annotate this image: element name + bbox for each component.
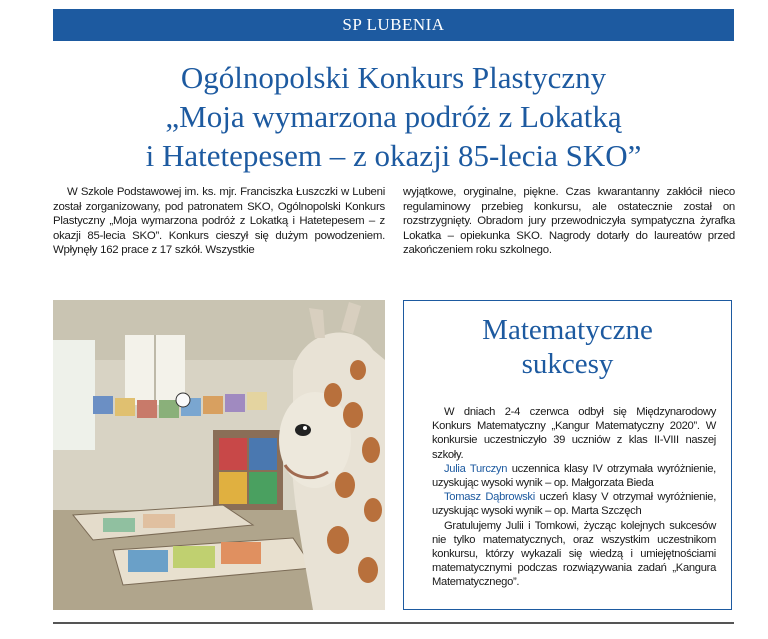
- math-success-box: [403, 300, 732, 610]
- article-column-left: W Szkole Podstawowej im. ks. mjr. Franciszka Łuszczki w Lubeni został zorganizowany, pod patronatem SKO, Ogólnopolski Konkurs Plastyczny „Moja wymarzona podróż z Lokatką i Hatetepesem – z okazji 85-lecia SKO”. Konkurs cieszył się dużym powodzeniem. Wpłynęły 162 prace z 17 szkół. Wszystkie: [53, 186, 385, 257]
- box-paragraph-3-text: uczeń klasy V otrzymał wyróżnienie, uzyskując wysoki wynik – op. Marta Szczęch: [432, 491, 717, 518]
- classroom-photo: [53, 300, 385, 610]
- article-column-right: wyjątkowe, oryginalne, piękne. Czas kwarantanny zakłócił nieco regulaminowy przebieg konkursu, ale ostatecznie został on rozstrzygnięty. Obradom jury przewodniczyła sympatyczna żyrafka Lokatka – opiekunka SKO. Nagrody dotarły do laureatów przed zakończeniem roku szkolnego.: [403, 186, 735, 257]
- box-title-line-1: Matematyczne: [482, 314, 653, 346]
- student-name-tomasz: Tomasz Dąbrowski: [444, 491, 535, 504]
- box-paragraph-2-text: uczennica klasy IV otrzymała wyróżnienie, uzyskując wysoki wynik – op. Małgorzata Bieda: [432, 462, 716, 490]
- box-title: [404, 301, 731, 381]
- student-name-julia: Julia Turczyn: [444, 462, 508, 475]
- box-title-line-2: sukcesy: [521, 348, 614, 380]
- section-banner: [53, 9, 734, 41]
- article-title-line-2: „Moja wymarzona podróż z Lokatką: [165, 99, 622, 134]
- article-title-line-3: i Hatetepesem – z okazji 85-lecia SKO”: [145, 138, 642, 173]
- article-title-line-1: Ogólnopolski Konkurs Plastyczny: [180, 60, 607, 95]
- section-label: SP LUBENIA: [342, 15, 445, 34]
- box-body: [432, 405, 716, 590]
- box-paragraph-4: Gratulujemy Julii i Tomkowi, życząc kolejnych sukcesów nie tylko matematycznych, oraz wszystkim uczestnikom konkursu, którzy wykazali się wiedzą i umiejętnościami matematycznymi podczas rozwiązywania zadań „Kangura Matematycznego”.: [432, 519, 716, 589]
- bottom-rule: [53, 622, 734, 624]
- box-paragraph-3: [432, 490, 716, 518]
- box-paragraph-1: W dniach 2-4 czerwca odbył się Międzynarodowy Konkurs Matematyczny „Kangur Matematyczny 2020”. W konkursie uczestniczyło 39 uczniów z klas II-VIII naszej szkoły.: [432, 406, 716, 461]
- article-title: [53, 58, 734, 175]
- box-paragraph-2: [432, 462, 716, 490]
